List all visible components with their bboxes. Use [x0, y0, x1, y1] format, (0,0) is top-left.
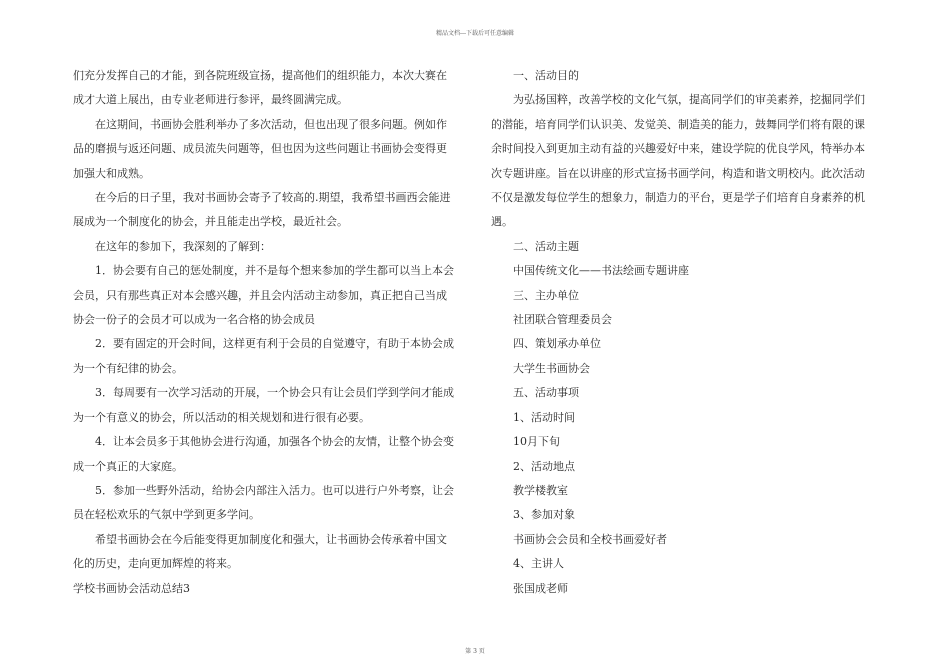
list-item: 3．每周要有一次学习活动的开展，一个协会只有让会员们学到学问才能成为一个有意义的协会，所以活动的相关规划和进行很有必要。 — [73, 386, 454, 424]
sub-heading: 2、活动地点 — [513, 459, 575, 473]
right-column — [491, 64, 871, 601]
section-heading: 四、策划承办单位 — [513, 337, 601, 351]
sub-heading: 1、活动时间 — [513, 410, 575, 424]
sub-heading: 4、主讲人 — [513, 557, 564, 571]
paragraph: 张国成老师 — [513, 581, 568, 595]
section-heading: 三、主办单位 — [513, 288, 579, 302]
paragraph: 为弘扬国粹，改善学校的文化气氛，提高同学们的审美素养，挖掘同学们的潜能，培育同学们认识美、发觉美、制造美的能力，鼓舞同学们将有限的课余时间投入到更加主动有益的兴趣爱好中来，建设学院的优良学风，特举办本次专题讲座。旨在以讲座的形式宣扬书画学问，构造和谐文明校内。此次活动不仅是激发每位学生的想象力，制造力的平台，更是学子们培育自身素养的机遇。 — [491, 93, 865, 229]
section-heading: 五、活动事项 — [513, 386, 579, 400]
list-item: 4．让本会员多于其他协会进行沟通，加强各个协会的友情，让整个协会变成一个真正的大家庭。 — [73, 435, 454, 473]
paragraph: 书画协会会员和全校书画爱好者 — [513, 532, 667, 546]
paragraph: 大学生书画协会 — [513, 361, 590, 375]
paragraph: 社团联合管理委员会 — [513, 313, 612, 327]
page-header: 精品文档---下载后可任意编辑 — [435, 30, 515, 37]
paragraph: 希望书画协会在今后能变得更加制度化和强大，让书画协会传承着中国文化的历史，走向更加辉煌的将来。 — [73, 532, 447, 571]
paragraph: 们充分发挥自己的才能，到各院班级宣扬，提高他们的组织能力，本次大赛在成才大道上展出，由专业老师进行参评，最终圆满完成。 — [73, 69, 447, 107]
paragraph: 10月下旬 — [513, 435, 560, 449]
paragraph: 在这期间，书画协会胜利举办了多次活动，但也出现了很多问题。例如作品的磨损与返还问题、成员流失问题等，但也因为这些问题让书画协会变得更加强大和成熟。 — [73, 117, 447, 180]
list-item: 2．要有固定的开会时间，这样更有利于会员的自觉遵守，有助于本协会成为一个有纪律的协会。 — [73, 337, 454, 375]
paragraph: 在今后的日子里，我对书画协会寄予了较高的.期望，我希望书画西会能进展成为一个制度化的协会，并且能走出学校，最近社会。 — [73, 191, 451, 229]
list-item: 5．参加一些野外活动，给协会内部注入活力。也可以进行户外考察，让会员在轻松欢乐的气氛中学到更多学问。 — [73, 483, 454, 522]
section-title: 学校书画协会活动总结3 — [73, 581, 190, 595]
section-heading: 一、活动目的 — [513, 69, 579, 82]
page-number: 第 3 页 — [465, 648, 485, 655]
sub-heading: 3、参加对象 — [513, 508, 575, 522]
section-heading: 二、活动主题 — [513, 239, 579, 253]
paragraph: 中国传统文化——书法绘画专题讲座 — [513, 264, 689, 278]
paragraph: 教学楼教室 — [513, 483, 568, 497]
paragraph: 在这年的参加下，我深刻的了解到： — [95, 239, 271, 253]
left-column — [73, 64, 455, 601]
list-item: 1．协会要有自己的惩处制度，并不是每个想来参加的学生都可以当上本会会员，只有那些真正对本会感兴趣，并且会内活动主动参加，真正把自己当成协会一份子的会员才可以成为一名合格的协会成员 — [73, 264, 454, 327]
